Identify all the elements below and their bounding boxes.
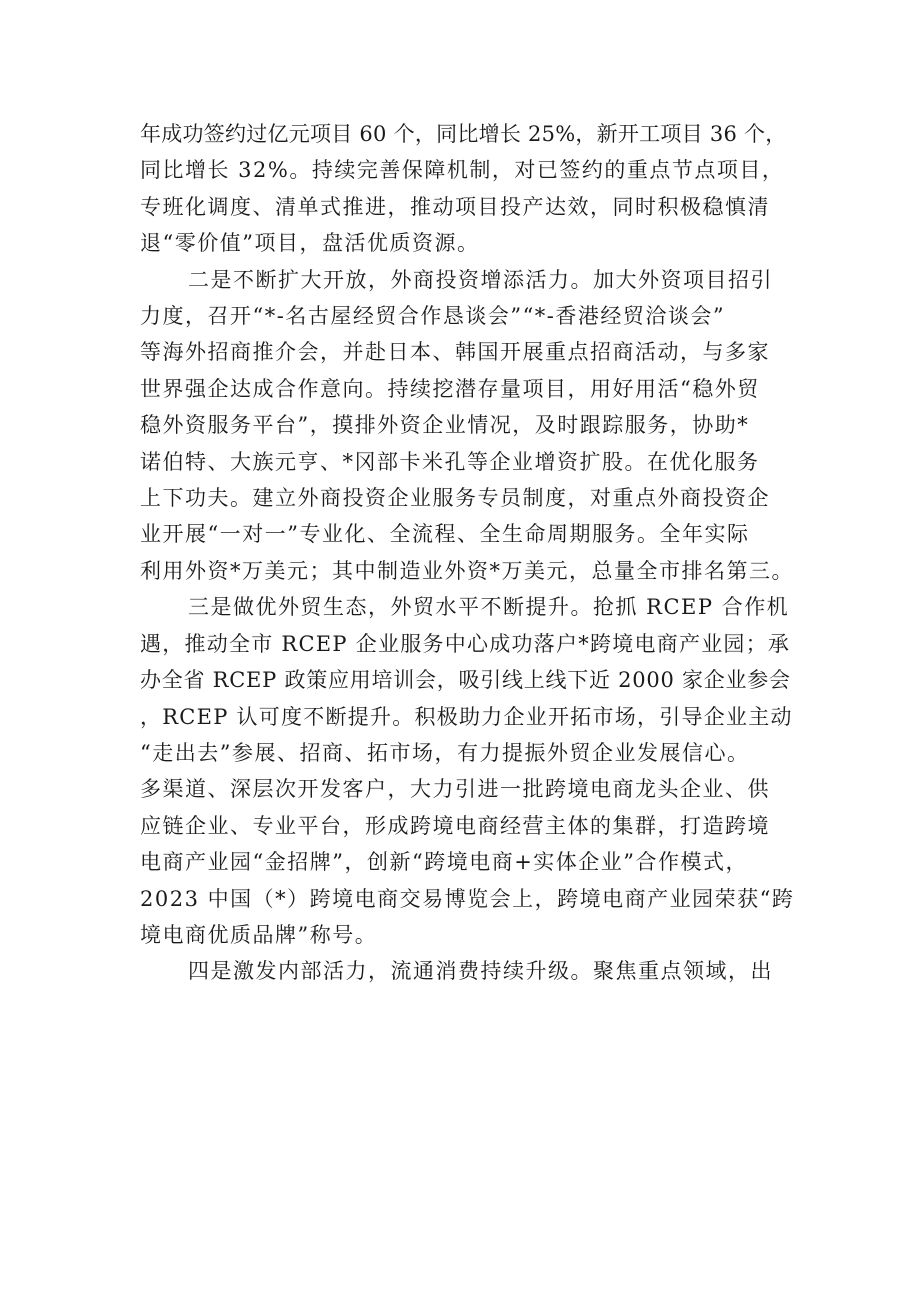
text-line: 稳外资服务平台”，摸排外资企业情况，及时跟踪服务，协助*	[140, 413, 750, 438]
paragraph-foreign-trade	[140, 589, 795, 953]
document-body	[140, 116, 795, 990]
text-line: 退“零价值”项目，盘活优质资源。	[140, 231, 480, 256]
text-line: 办全省 RCEP 政策应用培训会，吸引线上线下近 2000 家企业参会	[140, 668, 791, 693]
text-line: 三是做优外贸生态，外贸水平不断提升。抢抓 RCEP 合作机	[188, 595, 790, 620]
paragraph-domestic-consumption	[140, 953, 795, 989]
text-line: 2023 中国（*）跨境电商交易博览会上，跨境电商产业园荣获“跨	[140, 886, 795, 911]
paragraph-project-signing	[140, 116, 795, 262]
text-line: 力度，召开“*-名古屋经贸合作恳谈会”“*-香港经贸洽谈会”	[140, 304, 726, 329]
paragraph-foreign-investment	[140, 262, 795, 590]
text-line: “走出去”参展、招商、拓市场，有力提振外贸企业发展信心。	[140, 740, 750, 765]
text-line: 利用外资*万美元；其中制造业外资*万美元，总量全市排名第三。	[140, 558, 794, 583]
text-line: 四是激发内部活力，流通消费持续升级。聚焦重点领域，出	[188, 959, 773, 984]
text-line: 诺伯特、大族元亨、*冈部卡米孔等企业增资扩股。在优化服务	[140, 449, 760, 474]
text-line: ，RCEP 认可度不断提升。积极助力企业开拓市场，引导企业主动	[140, 704, 793, 729]
text-line: 应链企业、专业平台，形成跨境电商经营主体的集群，打造跨境	[140, 813, 770, 838]
text-line: 业开展“一对一”专业化、全流程、全生命周期服务。全年实际	[140, 522, 750, 547]
text-line: 专班化调度、清单式推进，推动项目投产达效，同时积极稳慎清	[140, 194, 770, 219]
text-line: 年成功签约过亿元项目 60 个，同比增长 25%，新开工项目 36 个，	[140, 122, 787, 146]
text-line: 电商产业园“金招牌”，创新“跨境电商+实体企业”合作模式，	[140, 850, 749, 875]
text-line: 同比增长 32%。持续完善保障机制，对已签约的重点节点项目，	[140, 158, 785, 183]
text-line: 境电商优质品牌”称号。	[140, 922, 378, 947]
text-line: 上下功夫。建立外商投资企业服务专员制度，对重点外商投资企	[140, 486, 770, 511]
text-line: 等海外招商推介会，并赴日本、韩国开展重点招商活动，与多家	[140, 340, 770, 365]
text-line: 二是不断扩大开放，外商投资增添活力。加大外资项目招引	[188, 267, 773, 292]
text-line: 世界强企达成合作意向。持续挖潜存量项目，用好用活“稳外贸	[140, 376, 760, 401]
text-line: 多渠道、深层次开发客户，大力引进一批跨境电商龙头企业、供	[140, 777, 770, 802]
text-line: 遇，推动全市 RCEP 企业服务中心成功落户*跨境电商产业园；承	[140, 631, 791, 656]
